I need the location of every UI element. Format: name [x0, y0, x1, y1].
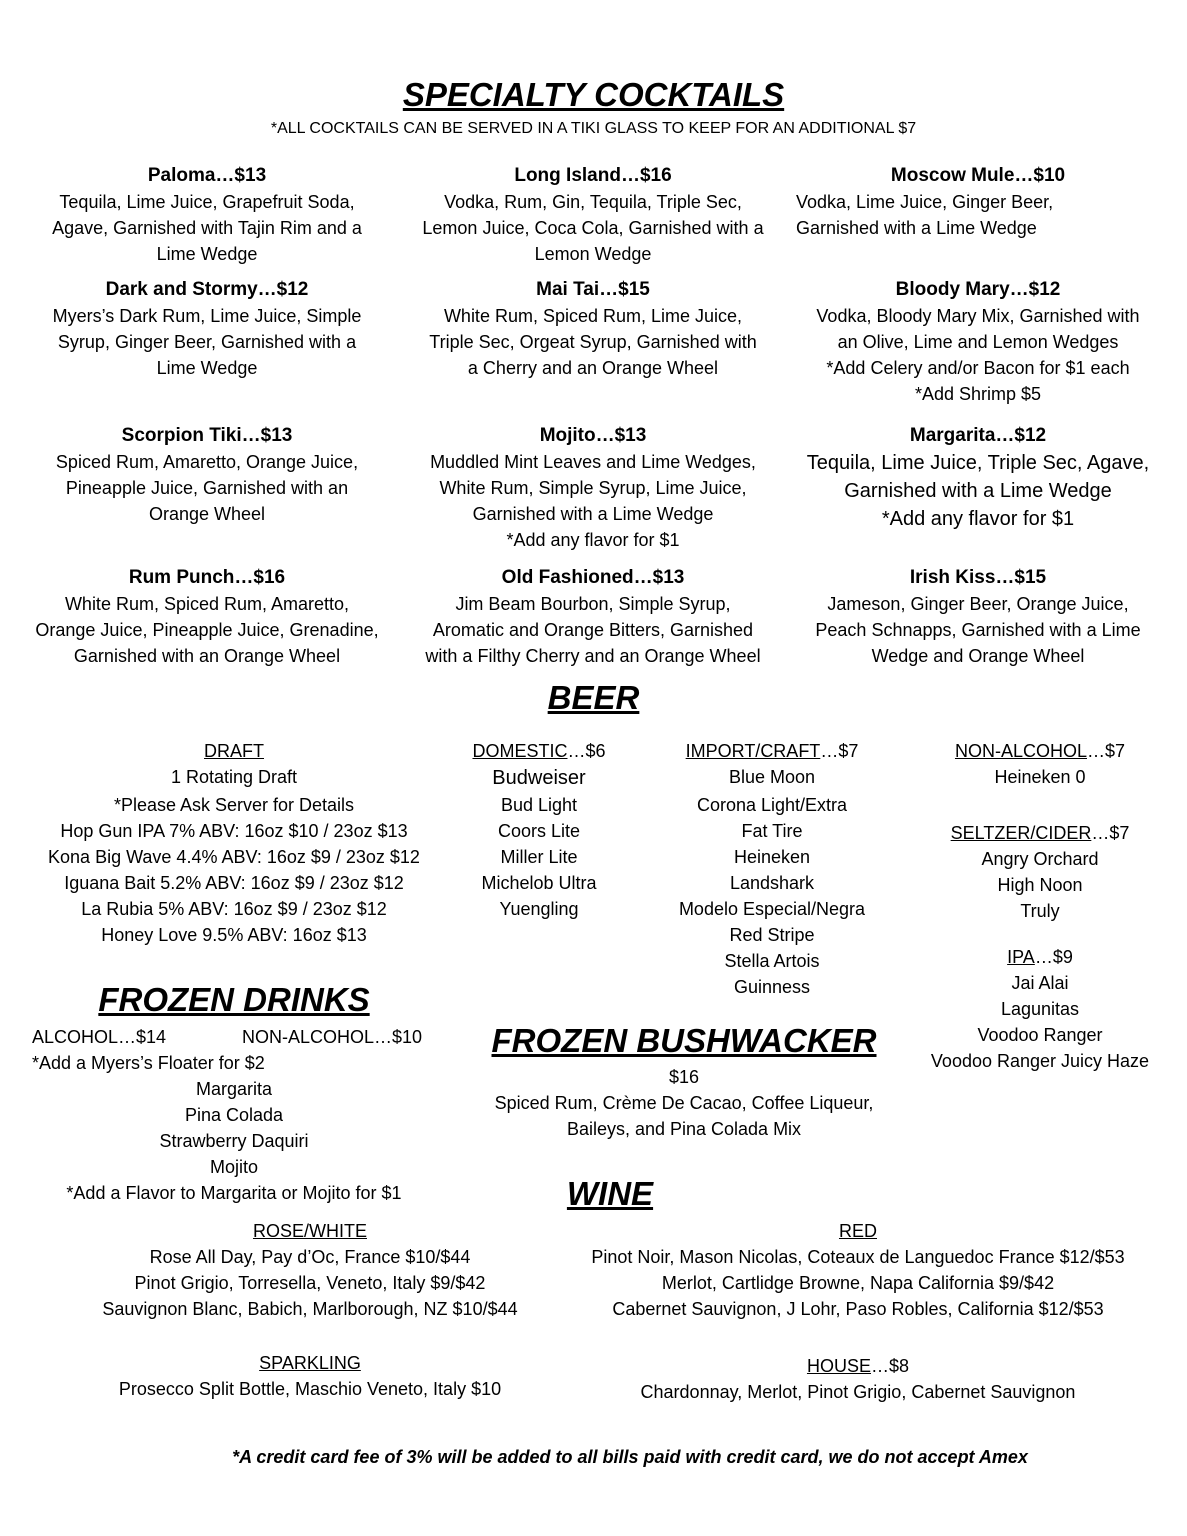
- wine-sparkling: [60, 1350, 560, 1402]
- list-item: Margarita: [195, 1079, 273, 1099]
- list-item: Guinness: [733, 977, 811, 997]
- wine-red: [558, 1218, 1158, 1322]
- list-item: Hop Gun IPA 7% ABV: 16oz $10 / 23oz $13: [60, 821, 408, 841]
- wine-rose-white: [60, 1218, 560, 1322]
- frozen-flavor-note: *Add a Flavor to Margarita or Mojito for $1: [66, 1183, 402, 1203]
- cocktail-description: Spiced Rum, Amaretto, Orange Juice, Pineapple Juice, Garnished with an Orange Wheel: [55, 452, 359, 524]
- non-alcohol-header: NON-ALCOHOL…$7: [954, 741, 1126, 761]
- bushwacker-description: Baileys, and Pina Colada Mix: [566, 1119, 802, 1139]
- draft-header: DRAFT: [204, 741, 264, 761]
- wine-house: [558, 1353, 1158, 1405]
- cocktail-margarita: [778, 423, 1178, 533]
- cocktail-description: Vodka, Bloody Mary Mix, Garnished with an Olive, Lime and Lemon Wedges *Add Celery and/or Bacon for $1 each *Add Shrimp $5: [816, 306, 1140, 404]
- cocktail-description: Jim Beam Bourbon, Simple Syrup, Aromatic and Orange Bitters, Garnished with a Filthy Cherry and an Orange Wheel: [425, 594, 761, 666]
- list-item: Sauvignon Blanc, Babich, Marlborough, NZ $10/$44: [102, 1299, 518, 1319]
- cocktail-description: Muddled Mint Leaves and Lime Wedges, White Rum, Simple Syrup, Lime Juice, Garnished with a Lime Wedge *Add any flavor for $1: [430, 452, 756, 550]
- cocktail-old-fashioned: [393, 565, 793, 669]
- cocktail-description: Tequila, Lime Juice, Triple Sec, Agave, Garnished with a Lime Wedge *Add any flavor for $1: [806, 452, 1150, 530]
- cocktail-mojito: [393, 423, 793, 553]
- cocktail-description: Vodka, Lime Juice, Ginger Beer, Garnished with a Lime Wedge: [796, 192, 1054, 238]
- list-item: Bud Light: [500, 795, 578, 815]
- cocktail-name: Old Fashioned…$13: [501, 567, 685, 588]
- list-item: Michelob Ultra: [481, 873, 597, 893]
- non-alcohol-beer-section: [920, 738, 1160, 790]
- cocktail-scorpion-tiki: [7, 423, 407, 527]
- bushwacker-heading: FROZEN BUSHWACKER: [491, 1022, 877, 1059]
- list-item: Yuengling: [499, 899, 579, 919]
- frozen-floater-note: *Add a Myers’s Floater for $2: [32, 1053, 265, 1073]
- list-item: Lagunitas: [1000, 999, 1080, 1019]
- seltzer-cider-section: [920, 820, 1160, 924]
- cocktail-description: Myers’s Dark Rum, Lime Juice, Simple Syrup, Ginger Beer, Garnished with a Lime Wedge: [52, 306, 362, 378]
- list-item: Kona Big Wave 4.4% ABV: 16oz $9 / 23oz $12: [48, 847, 420, 867]
- list-item: Jai Alai: [1011, 973, 1069, 993]
- cocktail-rum-punch: [7, 565, 407, 669]
- cocktail-name: Paloma…$13: [147, 165, 267, 186]
- cocktail-dark-and-stormy: [7, 277, 407, 381]
- list-item: Fat Tire: [741, 821, 803, 841]
- list-item: Pinot Grigio, Torresella, Veneto, Italy $9/$42: [134, 1273, 486, 1293]
- list-item: Miller Lite: [500, 847, 578, 867]
- frozen-drinks-list: [34, 1076, 434, 1206]
- list-item: Cabernet Sauvignon, J Lohr, Paso Robles, California $12/$53: [612, 1299, 1104, 1319]
- cocktail-name: Dark and Stormy…$12: [105, 279, 309, 300]
- cocktail-moscow-mule: [778, 163, 1178, 189]
- sparkling-header: SPARKLING: [259, 1353, 361, 1373]
- cocktail-description: Tequila, Lime Juice, Grapefruit Soda, Agave, Garnished with Tajin Rim and a Lime Wedge: [52, 192, 362, 264]
- cocktail-name: Long Island…$16: [514, 165, 672, 186]
- cocktail-description: Vodka, Rum, Gin, Tequila, Triple Sec, Lemon Juice, Coca Cola, Garnished with a Lemon Wedge: [422, 192, 764, 264]
- list-item: Heineken: [733, 847, 811, 867]
- red-header: RED: [838, 1221, 877, 1241]
- list-item: Pinot Noir, Mason Nicolas, Coteaux de Languedoc France $12/$53: [591, 1247, 1125, 1267]
- frozen-alcohol-price: ALCOHOL…$14: [32, 1027, 167, 1047]
- house-header: HOUSE…$8: [806, 1356, 910, 1376]
- frozen-drinks-heading: FROZEN DRINKS: [98, 981, 370, 1018]
- list-item: Voodoo Ranger Juicy Haze: [930, 1051, 1150, 1071]
- import-craft-header: IMPORT/CRAFT…$7: [685, 741, 859, 761]
- list-item: 1 Rotating Draft: [170, 767, 298, 787]
- bushwacker-price: $16: [668, 1067, 700, 1087]
- list-item: Budweiser: [492, 767, 586, 789]
- list-item: Heineken 0: [994, 767, 1086, 787]
- list-item: Angry Orchard: [981, 849, 1099, 869]
- draft-section: [14, 738, 454, 948]
- seltzer-cider-header: SELTZER/CIDER…$7: [950, 823, 1130, 843]
- list-item: Modelo Especial/Negra: [678, 899, 866, 919]
- cocktail-name: Mojito…$13: [539, 425, 647, 446]
- domestic-section: [439, 738, 639, 922]
- cocktail-name: Bloody Mary…$12: [895, 279, 1061, 300]
- cocktail-name: Rum Punch…$16: [128, 567, 286, 588]
- list-item: Truly: [1020, 901, 1060, 921]
- cocktail-name: Mai Tai…$15: [536, 279, 650, 300]
- frozen-non-alcohol-price: NON-ALCOHOL…$10: [242, 1027, 423, 1047]
- beer-heading: BEER: [547, 679, 640, 716]
- cocktail-name: Moscow Mule…$10: [890, 165, 1066, 186]
- credit-card-notice: *A credit card fee of 3% will be added to all bills paid with credit card, we do not accept Amex: [232, 1447, 1028, 1467]
- list-item: Chardonnay, Merlot, Pinot Grigio, Cabernet Sauvignon: [640, 1382, 1076, 1402]
- list-item: Blue Moon: [728, 767, 816, 787]
- bushwacker-description: Spiced Rum, Crème De Cacao, Coffee Liqueur,: [494, 1093, 874, 1113]
- cocktail-description: White Rum, Spiced Rum, Lime Juice, Triple Sec, Orgeat Syrup, Garnished with a Cherry and an Orange Wheel: [429, 306, 757, 378]
- cocktail-mai-tai: [393, 277, 793, 381]
- list-item: Voodoo Ranger: [977, 1025, 1103, 1045]
- cocktail-description: Jameson, Ginger Beer, Orange Juice, Peach Schnapps, Garnished with a Lime Wedge and Orange Wheel: [815, 594, 1141, 666]
- cocktail-description: White Rum, Spiced Rum, Amaretto, Orange Juice, Pineapple Juice, Grenadine, Garnished with an Orange Wheel: [35, 594, 379, 666]
- page-title: SPECIALTY COCKTAILS: [402, 76, 785, 113]
- list-item: Strawberry Daquiri: [159, 1131, 309, 1151]
- list-item: Red Stripe: [729, 925, 815, 945]
- subtitle: *ALL COCKTAILS CAN BE SERVED IN A TIKI GLASS TO KEEP FOR AN ADDITIONAL $7: [270, 120, 917, 137]
- rose-white-header: ROSE/WHITE: [252, 1221, 367, 1241]
- list-item: Stella Artois: [724, 951, 820, 971]
- list-item: Coors Lite: [497, 821, 581, 841]
- list-item: Rose All Day, Pay d’Oc, France $10/$44: [149, 1247, 471, 1267]
- list-item: Landshark: [729, 873, 815, 893]
- list-item: High Noon: [997, 875, 1083, 895]
- list-item: Mojito: [209, 1157, 258, 1177]
- ipa-section: [920, 944, 1160, 1074]
- list-item: La Rubia 5% ABV: 16oz $9 / 23oz $12: [81, 899, 387, 919]
- cocktail-name: Margarita…$12: [909, 425, 1047, 446]
- list-item: Corona Light/Extra: [696, 795, 848, 815]
- bushwacker-details: [434, 1064, 934, 1142]
- cocktail-name: Scorpion Tiki…$13: [121, 425, 293, 446]
- cocktail-paloma: [7, 163, 407, 267]
- list-item: Iguana Bait 5.2% ABV: 16oz $9 / 23oz $12: [64, 873, 404, 893]
- import-craft-section: [652, 738, 892, 1000]
- ipa-header: IPA…$9: [1007, 947, 1073, 967]
- list-item: Pina Colada: [184, 1105, 284, 1125]
- cocktail-irish-kiss: [778, 565, 1178, 669]
- cocktail-bloody-mary: [778, 277, 1178, 407]
- list-item: Prosecco Split Bottle, Maschio Veneto, Italy $10: [118, 1379, 502, 1399]
- list-item: Merlot, Cartlidge Browne, Napa California $9/$42: [661, 1273, 1055, 1293]
- cocktail-long-island: [393, 163, 793, 267]
- list-item: *Please Ask Server for Details: [113, 795, 355, 815]
- list-item: Honey Love 9.5% ABV: 16oz $13: [101, 925, 367, 945]
- cocktail-name: Irish Kiss…$15: [909, 567, 1047, 588]
- domestic-header: DOMESTIC…$6: [472, 741, 606, 761]
- wine-heading: WINE: [566, 1175, 654, 1212]
